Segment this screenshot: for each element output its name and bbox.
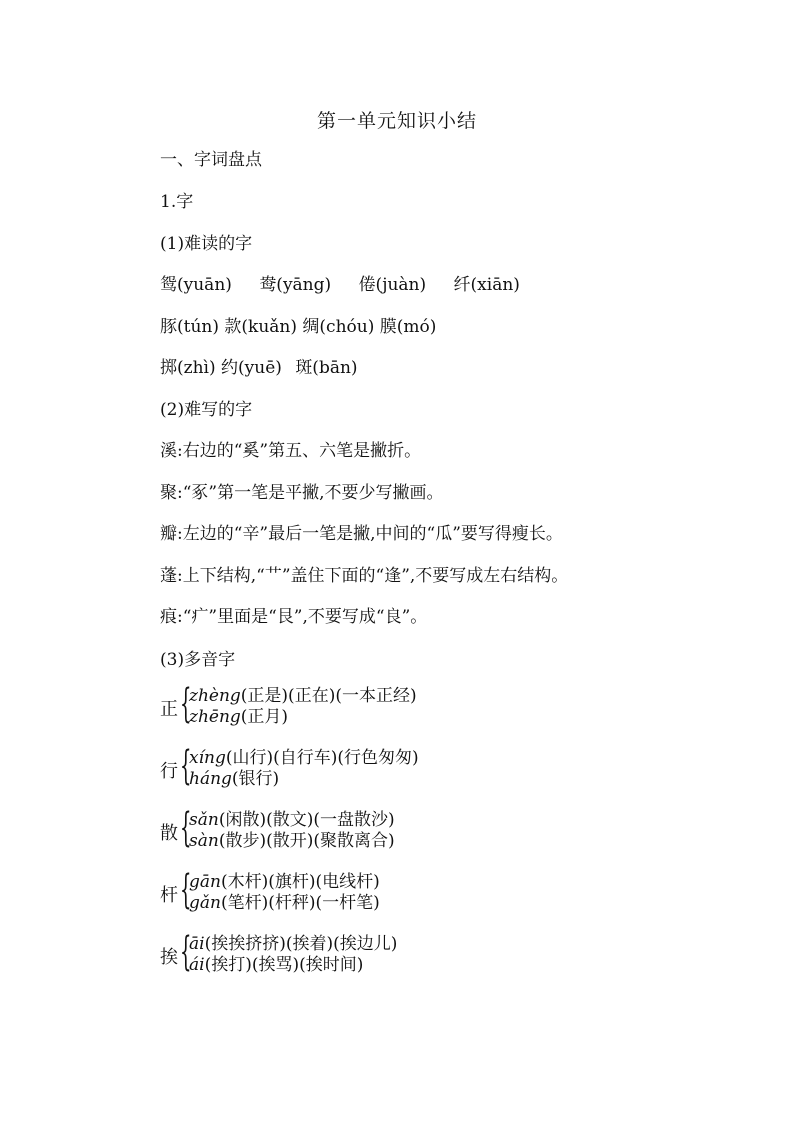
read-item: 约(yuē) (221, 358, 282, 378)
reading-line: sǎn(闲散)(散文)(一盘散沙) (189, 810, 395, 830)
read-item: 斑(bān) (295, 358, 358, 378)
subsection-heading: 1.字 (160, 192, 194, 212)
heading-hard-to-read: (1)难读的字 (160, 234, 253, 254)
read-item: 绸(chóu) (302, 317, 375, 337)
reading-line: gān(木杆)(旗杆)(电线杆) (189, 872, 380, 892)
polyphonic-char: 行 (160, 761, 178, 782)
read-item: 掷(zhì) (160, 358, 216, 378)
write-note: 溪:右边的“奚”第五、六笔是撇折。 (160, 441, 422, 461)
reading-line: zhèng(正是)(正在)(一本正经) (189, 686, 417, 706)
read-row-3 (160, 356, 358, 380)
section-heading: 一、字词盘点 (160, 150, 262, 170)
brace-icon: { (180, 867, 192, 913)
read-item: 款(kuǎn) (224, 317, 298, 337)
polyphonic-char: 散 (160, 823, 178, 844)
heading-hard-to-write: (2)难写的字 (160, 400, 253, 420)
read-item: 豚(tún) (160, 317, 219, 337)
read-item: 鸯(yāng) (259, 275, 332, 295)
polyphonic-char: 正 (160, 699, 178, 720)
polyphonic-char: 杆 (160, 885, 178, 906)
reading-line: gǎn(笔杆)(杆秤)(一杆笔) (189, 893, 380, 913)
reading-line: āi(挨挨挤挤)(挨着)(挨边儿) (189, 934, 398, 954)
read-row-2 (160, 315, 436, 339)
write-note: 瓣:左边的“辛”最后一笔是撇,中间的“瓜”要写得瘦长。 (160, 524, 563, 544)
brace-icon: { (180, 681, 192, 727)
write-note: 蓬:上下结构,“艹”盖住下面的“逢”,不要写成左右结构。 (160, 566, 569, 586)
read-item: 纤(xiān) (453, 275, 520, 295)
reading-line: sàn(散步)(散开)(聚散离合) (189, 831, 395, 851)
reading-line: zhēng(正月) (189, 707, 289, 727)
reading-line: ái(挨打)(挨骂)(挨时间) (189, 955, 364, 975)
reading-line: háng(银行) (189, 769, 280, 789)
page-title: 第一单元知识小结 (316, 110, 477, 132)
brace-icon: { (180, 743, 192, 789)
read-row-1 (160, 273, 520, 297)
brace-icon: { (180, 929, 192, 975)
brace-icon: { (180, 805, 192, 851)
reading-line: xíng(山行)(自行车)(行色匆匆) (189, 748, 419, 768)
read-item: 倦(juàn) (358, 275, 427, 295)
heading-polyphonic: (3)多音字 (160, 650, 236, 670)
read-item: 鸳(yuān) (160, 275, 232, 295)
write-note: 聚:“豖”第一笔是平撇,不要少写撇画。 (160, 483, 444, 503)
read-item: 膜(mó) (379, 317, 437, 337)
polyphonic-char: 挨 (160, 947, 178, 968)
write-note: 痕:“疒”里面是“艮”,不要写成“良”。 (160, 607, 428, 627)
